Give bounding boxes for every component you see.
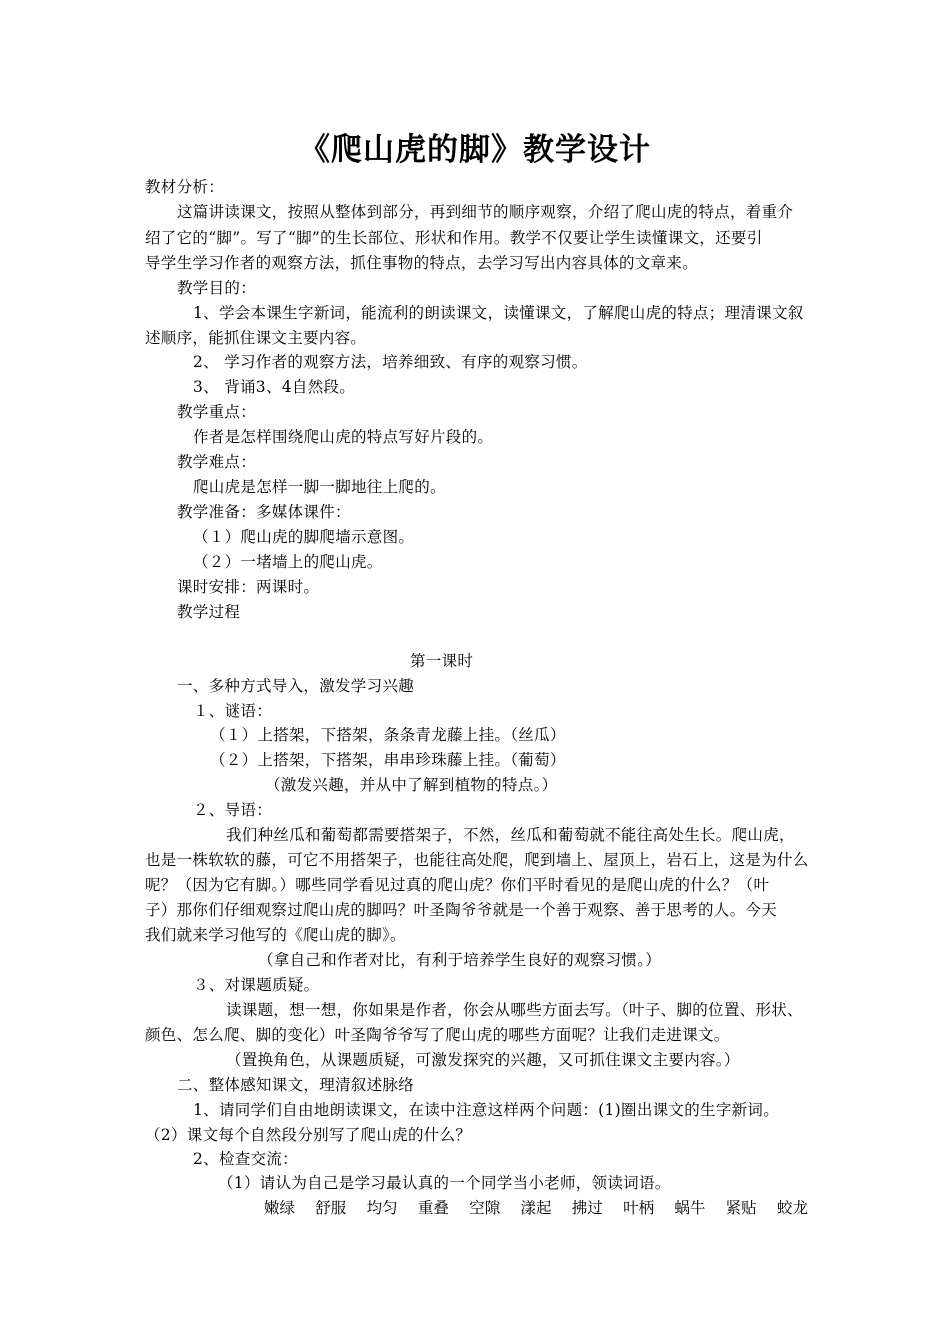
vocab-word: 漾起 [520,1199,552,1217]
intro-line-4: 子）那你们仔细观察过爬山虎的脚吗？叶圣陶爷爷就是一个善于观察、善于思考的人。今天 [145,901,778,919]
intro-line-3: 呢？（因为它有脚。）哪些同学看见过真的爬山虎？你们平时看见的是爬山虎的什么？（叶 [145,876,770,894]
read-task-line-2: （2）课文每个自然段分别写了爬山虎的什么？ [145,1126,472,1144]
goal-3: 3、 背诵3、4自然段。 [193,378,356,396]
intro-line-2: 也是一株软软的藤，可它不用搭架子，也能往高处爬，爬到墙上、屋顶上，岩石上，这是为什么 [145,851,809,869]
part-1-heading: 一、多种方式导入，激发学习兴趣 [177,677,415,695]
analysis-heading: 教材分析： [145,178,225,196]
vocab-word: 蜗牛 [674,1199,706,1217]
part-2-heading: 二、整体感知课文，理清叙述脉络 [177,1076,415,1094]
difficulty-text: 爬山虎是怎样一脚一脚地往上爬的。 [193,478,446,496]
check-item-1: （1）请认为自己是学习最认真的一个同学当小老师，领读词语。 [218,1174,671,1192]
intro-line-1: 我们种丝瓜和葡萄都需要搭架子，不然，丝瓜和葡萄就不能往高处生长。爬山虎， [226,826,795,844]
question-note: （置换角色，从课题质疑，可激发探究的兴趣，又可抓住课文主要内容。） [226,1051,740,1069]
riddle-heading: １、谜语： [193,702,273,720]
process-heading: 教学过程 [177,603,241,621]
riddle-1: （１）上搭架，下搭架，条条青龙藤上挂。（丝瓜） [210,726,566,744]
vocab-word: 紧贴 [725,1199,757,1217]
intro-line-5: 我们就来学习他写的《爬山虎的脚》。 [145,926,406,944]
goal-1-line-1: 1、学会本课生字新词，能流利的朗读课文，读懂课文，了解爬山虎的特点；理清课文叙 [193,304,804,322]
goal-2: 2、 学习作者的观察方法，培养细致、有序的观察习惯。 [193,353,588,371]
vocab-word: 蛟龙 [776,1199,808,1217]
intro-note: （拿自己和作者对比，有利于培养学生良好的观察习惯。） [258,951,662,969]
goal-1-line-2: 述顺序，能抓住课文主要内容。 [145,329,367,347]
riddle-note: （激发兴趣，并从中了解到植物的特点。） [265,776,558,794]
analysis-line-1: 这篇讲读课文，按照从整体到部分，再到细节的顺序观察，介绍了爬山虎的特点，着重介 [177,203,794,221]
prep-item-1: （１）爬山虎的脚爬墙示意图。 [193,528,415,546]
schedule: 课时安排：两课时。 [177,578,320,596]
question-line-1: 读课题，想一想，你如果是作者，你会从哪些方面去写。（叶子、脚的位置、形状、 [226,1001,803,1019]
check-heading: 2、检查交流： [193,1150,298,1168]
lesson-1-heading: 第一课时 [410,652,474,670]
prep-item-2: （２）一堵墙上的爬山虎。 [193,553,383,571]
analysis-line-2: 绍了它的“脚”。写了“脚”的生长部位、形状和作用。教学不仅要让学生读懂课文，还要引 [145,229,763,247]
vocabulary-list [264,1197,808,1219]
vocab-word: 舒服 [315,1199,347,1217]
document-title: 《爬山虎的脚》教学设计 [299,132,651,168]
analysis-line-3: 导学生学习作者的观察方法，抓住事物的特点，去学习写出内容具体的文章来。 [145,254,699,272]
question-heading: ３、对课题质疑。 [193,976,320,994]
read-task-line-1: 1、请同学们自由地朗读课文，在读中注意这样两个问题：(1)圈出课文的生字新词。 [193,1101,780,1119]
vocab-word: 空隙 [469,1199,501,1217]
focus-heading: 教学重点： [177,403,257,421]
intro-heading: ２、导语： [193,801,273,819]
goals-heading: 教学目的： [177,279,257,297]
vocab-word: 叶柄 [623,1199,655,1217]
focus-text: 作者是怎样围绕爬山虎的特点写好片段的。 [193,428,494,446]
vocab-word: 拂过 [571,1199,603,1217]
vocab-word: 均匀 [366,1199,398,1217]
riddle-2: （２）上搭架，下搭架，串串珍珠藤上挂。（葡萄） [210,751,566,769]
vocab-word: 重叠 [417,1199,449,1217]
question-line-2: 颜色、怎么爬、脚的变化）叶圣陶爷爷写了爬山虎的哪些方面呢？让我们走进课文。 [145,1026,730,1044]
difficulty-heading: 教学难点： [177,453,257,471]
vocab-word: 嫩绿 [264,1199,296,1217]
prep-heading: 教学准备：多媒体课件： [177,503,351,521]
